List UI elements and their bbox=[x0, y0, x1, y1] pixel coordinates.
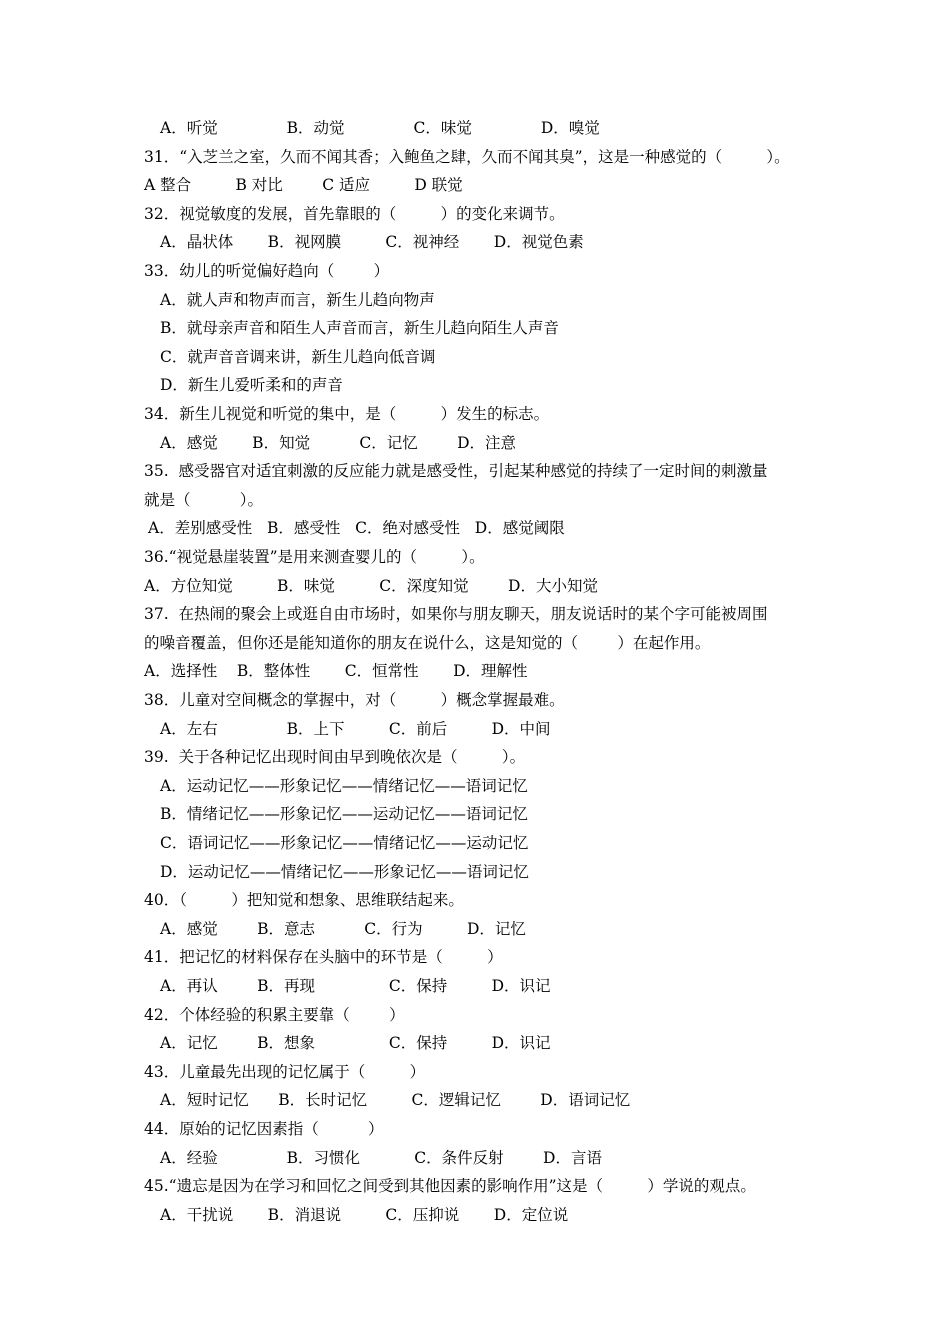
text-line: 31．“入芝兰之室，久而不闻其香；入鲍鱼之肆，久而不闻其臭”，这是一种感觉的（ ）。 bbox=[144, 147, 790, 166]
text-line: 45.“遗忘是因为在学习和回忆之间受到其他因素的影响作用”这是（ ）学说的观点。 bbox=[144, 1177, 756, 1196]
text-line: 36.“视觉悬崖装置”是用来测查婴儿的（ ）。 bbox=[144, 548, 485, 566]
text-line: C．语词记忆——形象记忆——情绪记忆——运动记忆 bbox=[160, 834, 529, 852]
text-line: A．记忆 B．想象 C．保持 D．识记 bbox=[160, 1034, 551, 1053]
text-line: A．晶状体 B．视网膜 C．视神经 D．视觉色素 bbox=[160, 233, 584, 252]
text-line: A．听觉 B．动觉 C．味觉 D．嗅觉 bbox=[160, 119, 600, 137]
text-line: 就是（ ）。 bbox=[144, 490, 264, 509]
text-line: A．干扰说 B．消退说 C．压抑说 D．定位说 bbox=[160, 1205, 569, 1224]
text-line: 的噪音覆盖，但你还是能知道你的朋友在说什么，这是知觉的（ ）在起作用。 bbox=[144, 633, 711, 652]
text-line: 41．把记忆的材料保存在头脑中的环节是（ ） bbox=[144, 948, 503, 967]
text-line: A．就人声和物声而言，新生儿趋向物声 bbox=[160, 290, 435, 309]
text-line: 38．儿童对空间概念的掌握中，对（ ）概念掌握最难。 bbox=[144, 691, 565, 709]
text-line: 42．个体经验的积累主要靠（ ） bbox=[144, 1005, 405, 1024]
text-line: A．差别感受性 B．感受性 C．绝对感受性 D．感觉阈限 bbox=[148, 519, 565, 538]
text-line: B．情绪记忆——形象记忆——运动记忆——语词记忆 bbox=[160, 805, 528, 824]
text-line: 34．新生儿视觉和听觉的集中，是（ ）发生的标志。 bbox=[144, 405, 550, 423]
text-line: 35. 感受器官对适宜刺激的反应能力就是感受性，引起某种感觉的持续了一定时间的刺激量 bbox=[144, 462, 768, 481]
text-line: 37. 在热闹的聚会上或逛自由市场时，如果你与朋友聊天，朋友说话时的某个字可能被周围 bbox=[144, 605, 768, 624]
text-line: 44．原始的记忆因素指（ ） bbox=[144, 1120, 384, 1138]
text-line: A．感觉 B．意志 C．行为 D．记忆 bbox=[160, 919, 526, 938]
text-line: 33．幼儿的听觉偏好趋向（ ） bbox=[144, 262, 390, 280]
text-line: 43．儿童最先出现的记忆属于（ ） bbox=[144, 1062, 426, 1081]
text-line: A．经验 B．习惯化 C．条件反射 D．言语 bbox=[160, 1148, 602, 1167]
text-line: A．运动记忆——形象记忆——情绪记忆——语词记忆 bbox=[160, 776, 528, 795]
text-line: A．方位知觉 B．味觉 C．深度知觉 D．大小知觉 bbox=[144, 576, 598, 595]
text-line: D．运动记忆——情绪记忆——形象记忆——语词记忆 bbox=[160, 862, 529, 881]
text-line: A．短时记忆 B．长时记忆 C．逻辑记忆 D．语词记忆 bbox=[160, 1091, 631, 1110]
text-line: A．感觉 B．知觉 C．记忆 D．注意 bbox=[160, 433, 517, 452]
text-line: D．新生儿爱听柔和的声音 bbox=[160, 376, 343, 395]
text-line: A．选择性 B．整体性 C．恒常性 D．理解性 bbox=[144, 662, 528, 681]
text-line: C．就声音音调来讲，新生儿趋向低音调 bbox=[160, 347, 436, 366]
text-line: A 整合 B 对比 C 适应 D 联觉 bbox=[144, 176, 463, 195]
text-line: 32．视觉敏度的发展，首先靠眼的（ ）的变化来调节。 bbox=[144, 204, 565, 223]
text-line: 40．（ ）把知觉和想象、思维联结起来。 bbox=[144, 891, 464, 910]
text-line: B．就母亲声音和陌生人声音而言，新生儿趋向陌生人声音 bbox=[160, 319, 559, 338]
text-line: A．再认 B．再现 C．保持 D．识记 bbox=[160, 977, 551, 995]
text-line: A．左右 B．上下 C．前后 D．中间 bbox=[160, 719, 551, 738]
text-line: 39. 关于各种记忆出现时间由早到晚依次是（ ）。 bbox=[144, 748, 526, 767]
